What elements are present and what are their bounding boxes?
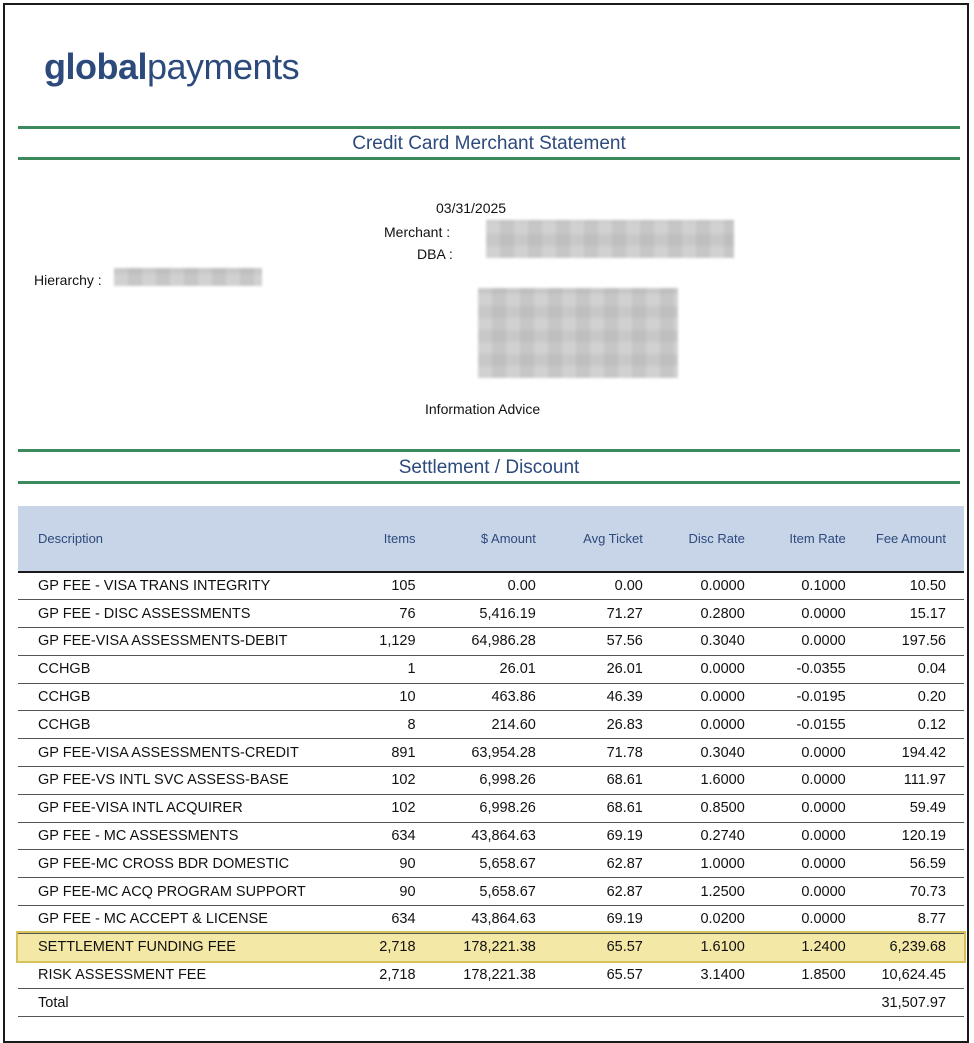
cell-fee-amount: 15.17 (846, 600, 964, 628)
cell-avg-ticket: 57.56 (536, 628, 643, 656)
statement-date: 03/31/2025 (436, 200, 507, 216)
cell-amount: 463.86 (416, 683, 536, 711)
cell-avg-ticket: 71.27 (536, 600, 643, 628)
cell-description: GP FEE-VISA INTL ACQUIRER (18, 794, 314, 822)
cell-disc-rate: 3.1400 (643, 961, 745, 989)
cell-amount: 178,221.38 (416, 933, 536, 961)
table-row (18, 711, 964, 739)
cell-description: RISK ASSESSMENT FEE (18, 961, 314, 989)
cell-fee-amount: 6,239.68 (846, 933, 964, 961)
cell-disc-rate: 0.0000 (643, 683, 745, 711)
col-header-fee-amount: Fee Amount (846, 506, 964, 572)
total-row (18, 989, 964, 1017)
cell-items: 105 (314, 572, 416, 600)
col-header-disc-rate: Disc Rate (643, 506, 745, 572)
cell-fee-amount: 8.77 (846, 906, 964, 934)
cell-avg-ticket: 68.61 (536, 794, 643, 822)
table-row (18, 878, 964, 906)
table-row (18, 739, 964, 767)
cell-disc-rate: 0.2740 (643, 822, 745, 850)
cell-item-rate: -0.0195 (745, 683, 846, 711)
cell-avg-ticket: 46.39 (536, 683, 643, 711)
redacted-hierarchy (114, 268, 262, 286)
table-row (18, 850, 964, 878)
cell-item-rate: 0.0000 (745, 822, 846, 850)
cell-disc-rate: 0.3040 (643, 739, 745, 767)
redacted-address (478, 288, 678, 378)
cell-amount: 178,221.38 (416, 961, 536, 989)
cell-disc-rate: 0.0000 (643, 711, 745, 739)
cell-item-rate: 0.0000 (745, 878, 846, 906)
cell-items: 634 (314, 906, 416, 934)
cell-items: 634 (314, 822, 416, 850)
table-row (18, 655, 964, 683)
cell-items: 8 (314, 711, 416, 739)
cell-description: GP FEE-MC CROSS BDR DOMESTIC (18, 850, 314, 878)
cell-fee-amount: 0.20 (846, 683, 964, 711)
cell-avg-ticket: 26.01 (536, 655, 643, 683)
total-empty-cell (745, 989, 846, 1017)
divider-top-1 (18, 126, 960, 129)
cell-amount: 5,658.67 (416, 878, 536, 906)
table-row (18, 600, 964, 628)
merchant-label: Merchant : (384, 224, 451, 240)
cell-fee-amount: 0.12 (846, 711, 964, 739)
cell-disc-rate: 1.2500 (643, 878, 745, 906)
table-row (18, 683, 964, 711)
cell-items: 10 (314, 683, 416, 711)
cell-disc-rate: 1.6000 (643, 767, 745, 795)
cell-fee-amount: 120.19 (846, 822, 964, 850)
cell-description: GP FEE-VISA ASSESSMENTS-DEBIT (18, 628, 314, 656)
divider-mid-1 (18, 449, 960, 452)
information-advice: Information Advice (425, 401, 541, 417)
cell-avg-ticket: 0.00 (536, 572, 643, 600)
cell-avg-ticket: 71.78 (536, 739, 643, 767)
table-row (18, 933, 964, 961)
cell-item-rate: 0.0000 (745, 906, 846, 934)
cell-description: GP FEE - MC ACCEPT & LICENSE (18, 906, 314, 934)
cell-avg-ticket: 26.83 (536, 711, 643, 739)
cell-description: CCHGB (18, 655, 314, 683)
redacted-merchant-info (486, 220, 734, 258)
cell-amount: 63,954.28 (416, 739, 536, 767)
global-payments-logo: globalpayments (44, 46, 300, 87)
total-empty-cell (416, 989, 536, 1017)
cell-items: 891 (314, 739, 416, 767)
cell-amount: 6,998.26 (416, 767, 536, 795)
cell-item-rate: -0.0155 (745, 711, 846, 739)
cell-description: GP FEE-MC ACQ PROGRAM SUPPORT (18, 878, 314, 906)
col-header-item-rate: Item Rate (745, 506, 846, 572)
cell-description: GP FEE - MC ASSESSMENTS (18, 822, 314, 850)
cell-item-rate: 0.0000 (745, 600, 846, 628)
table-row (18, 628, 964, 656)
cell-description: GP FEE - VISA TRANS INTEGRITY (18, 572, 314, 600)
cell-fee-amount: 10.50 (846, 572, 964, 600)
cell-avg-ticket: 62.87 (536, 878, 643, 906)
cell-item-rate: 0.0000 (745, 794, 846, 822)
cell-amount: 43,864.63 (416, 906, 536, 934)
cell-fee-amount: 56.59 (846, 850, 964, 878)
section-title: Settlement / Discount (398, 457, 580, 478)
cell-items: 102 (314, 767, 416, 795)
total-label: Total (18, 989, 314, 1017)
col-header-items: Items (314, 506, 416, 572)
cell-fee-amount: 194.42 (846, 739, 964, 767)
cell-fee-amount: 0.04 (846, 655, 964, 683)
cell-disc-rate: 0.0000 (643, 572, 745, 600)
cell-item-rate: -0.0355 (745, 655, 846, 683)
table-row (18, 961, 964, 989)
table-row (18, 906, 964, 934)
cell-avg-ticket: 69.19 (536, 822, 643, 850)
cell-items: 1 (314, 655, 416, 683)
cell-items: 2,718 (314, 933, 416, 961)
hierarchy-label: Hierarchy : (34, 272, 102, 288)
cell-item-rate: 0.0000 (745, 850, 846, 878)
table-row (18, 794, 964, 822)
cell-fee-amount: 10,624.45 (846, 961, 964, 989)
table-row (18, 822, 964, 850)
cell-disc-rate: 0.3040 (643, 628, 745, 656)
dba-label: DBA : (417, 246, 453, 262)
cell-fee-amount: 59.49 (846, 794, 964, 822)
col-header-amount: $ Amount (416, 506, 536, 572)
cell-avg-ticket: 69.19 (536, 906, 643, 934)
cell-items: 90 (314, 878, 416, 906)
cell-items: 2,718 (314, 961, 416, 989)
cell-avg-ticket: 68.61 (536, 767, 643, 795)
cell-items: 90 (314, 850, 416, 878)
cell-fee-amount: 111.97 (846, 767, 964, 795)
cell-item-rate: 0.0000 (745, 739, 846, 767)
cell-fee-amount: 197.56 (846, 628, 964, 656)
cell-item-rate: 0.0000 (745, 628, 846, 656)
cell-items: 76 (314, 600, 416, 628)
cell-amount: 214.60 (416, 711, 536, 739)
cell-amount: 43,864.63 (416, 822, 536, 850)
cell-item-rate: 1.8500 (745, 961, 846, 989)
cell-amount: 64,986.28 (416, 628, 536, 656)
cell-items: 102 (314, 794, 416, 822)
cell-avg-ticket: 65.57 (536, 933, 643, 961)
cell-disc-rate: 0.0000 (643, 655, 745, 683)
cell-avg-ticket: 65.57 (536, 961, 643, 989)
cell-description: GP FEE-VISA ASSESSMENTS-CREDIT (18, 739, 314, 767)
cell-disc-rate: 0.0200 (643, 906, 745, 934)
cell-amount: 6,998.26 (416, 794, 536, 822)
cell-amount: 0.00 (416, 572, 536, 600)
cell-amount: 5,658.67 (416, 850, 536, 878)
total-empty-cell (536, 989, 643, 1017)
cell-description: GP FEE-VS INTL SVC ASSESS-BASE (18, 767, 314, 795)
cell-fee-amount: 70.73 (846, 878, 964, 906)
divider-top-2 (18, 157, 960, 160)
total-empty-cell (314, 989, 416, 1017)
cell-amount: 5,416.19 (416, 600, 536, 628)
total-fee-amount: 31,507.97 (846, 989, 964, 1017)
cell-items: 1,129 (314, 628, 416, 656)
cell-disc-rate: 1.6100 (643, 933, 745, 961)
settlement-table (18, 506, 964, 1017)
cell-item-rate: 0.0000 (745, 767, 846, 795)
cell-avg-ticket: 62.87 (536, 850, 643, 878)
cell-item-rate: 0.1000 (745, 572, 846, 600)
table-row (18, 767, 964, 795)
cell-description: GP FEE - DISC ASSESSMENTS (18, 600, 314, 628)
table-header-row (18, 506, 964, 572)
total-empty-cell (643, 989, 745, 1017)
cell-description: SETTLEMENT FUNDING FEE (18, 933, 314, 961)
cell-disc-rate: 0.2800 (643, 600, 745, 628)
col-header-avg-ticket: Avg Ticket (536, 506, 643, 572)
cell-disc-rate: 0.8500 (643, 794, 745, 822)
statement-title: Credit Card Merchant Statement (352, 133, 626, 154)
divider-mid-2 (18, 481, 960, 484)
col-header-description: Description (18, 506, 314, 572)
cell-description: CCHGB (18, 711, 314, 739)
cell-item-rate: 1.2400 (745, 933, 846, 961)
cell-amount: 26.01 (416, 655, 536, 683)
cell-disc-rate: 1.0000 (643, 850, 745, 878)
table-row (18, 572, 964, 600)
cell-description: CCHGB (18, 683, 314, 711)
